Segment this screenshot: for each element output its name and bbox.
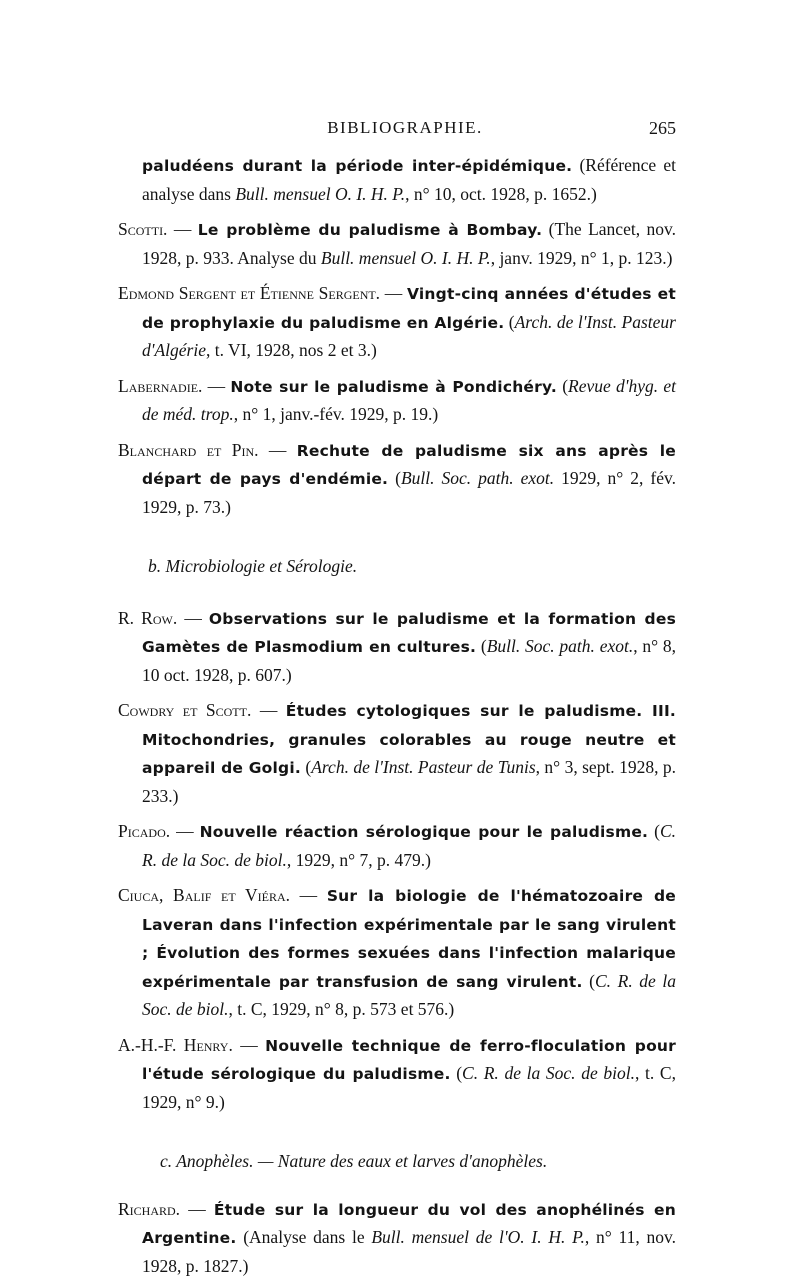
page-header xyxy=(140,118,676,142)
bibliography-entry: Ciuca, Balif et Viéra. — Sur la biologie de l'hématozoaire de Laveran dans l'infection expérimentale par le sang virulent ; Évolution des formes sexuées dans l'infection malarique expérimentale par transfusion de sang virulent. (C. R. de la Soc. de biol., t. C, 1929, n° 8, p. 573 et 576.) xyxy=(118,885,677,1019)
entry-journal: Arch. de l'Inst. Pasteur d'Algérie xyxy=(142,311,676,360)
entry-title: Sur la biologie de l'hématozoaire de Laveran dans l'infection expérimentale par le sang virulent ; Évolution des formes sexuées dans l'infection malarique expérimentale par transfusion de sang virulent. xyxy=(142,887,676,991)
bibliography-entry: R. Row. — Observations sur le paludisme et la formation des Gamètes de Plasmodium en cultures. (Bull. Soc. path. exot., n° 8, 10 oct. 1928, p. 607.) xyxy=(118,607,677,685)
entry-title: Nouvelle technique de ferro-floculation pour l'étude sérologique du paludisme. xyxy=(142,1036,676,1083)
bibliography-entry: Blanchard et Pin. — Rechute de paludisme six ans après le départ de pays d'endémie. (Bull. Soc. path. exot. 1929, n° 2, fév. 1929, p. 73.) xyxy=(118,439,677,517)
entry-authors: A.-H.-F. Henry. xyxy=(118,1034,233,1055)
entry-journal: C. R. de la Soc. de biol. xyxy=(142,821,677,870)
entry-journal: Bull. mensuel O. I. H. P. xyxy=(320,247,491,268)
entry-title: Note sur le paludisme à Pondichéry. xyxy=(230,377,557,396)
section-heading-c: c. Anophèles. — Nature des eaux et larves d'anophèles. xyxy=(160,1151,548,1171)
running-title: BIBLIOGRAPHIE. xyxy=(327,118,483,137)
bibliography-entry: Edmond Sergent et Étienne Sergent. — Vingt-cinq années d'études et de prophylaxie du paludisme en Algérie. (Arch. de l'Inst. Pasteur d'Algérie, t. VI, 1928, nos 2 et 3.) xyxy=(118,283,676,360)
entry-title: Rechute de paludisme six ans après le départ de pays d'endémie. xyxy=(142,441,677,488)
bibliography-entry: Richard. — Étude sur la longueur du vol des anophélinés en Argentine. (Analyse dans le Bull. mensuel de l'O. I. H. P., n° 11, nov. 1928, p. 1827.) xyxy=(118,1198,677,1276)
entry-journal: C. R. de la Soc. de biol. xyxy=(142,970,677,1019)
entry-reference: ( xyxy=(589,970,595,991)
page-number: 265 xyxy=(649,118,676,138)
entry-reference: (Analyse dans le xyxy=(243,1227,372,1247)
entry-citation: , t. C, 1929, n° 9.) xyxy=(142,1063,676,1112)
entry-authors: Blanchard et Pin. xyxy=(118,439,259,460)
entry-list-c xyxy=(118,1196,676,1281)
entry-reference: ( xyxy=(395,468,401,488)
entry-authors: Cowdry et Scott. xyxy=(118,700,252,720)
entry-title: Le problème du paludisme à Bombay. xyxy=(197,221,543,239)
entry-reference: ( xyxy=(508,311,515,332)
bibliography-entry: Picado. — Nouvelle réaction sérologique pour le paludisme. (C. R. de la Soc. de biol., 1929, n° 7, p. 479.) xyxy=(118,821,677,870)
entry-journal: Arch. de l'Inst. Pasteur de Tunis xyxy=(311,757,536,777)
bibliography-entry xyxy=(118,152,676,208)
entry-reference: (Référence et analyse dans xyxy=(142,155,676,204)
entry-reference: ( xyxy=(654,821,660,841)
entry-journal: Revue d'hyg. et de méd. trop. xyxy=(142,375,676,424)
entry-citation: , 1929, n° 7, p. 479.) xyxy=(286,849,431,870)
entry-title: Observations sur le paludisme et la formation des Gamètes de Plasmodium en cultures. xyxy=(142,609,676,656)
entry-reference: ( xyxy=(562,375,569,396)
entry-journal: C. R. de la Soc. de biol. xyxy=(462,1063,635,1083)
entry-citation: , n° 8, 10 oct. 1928, p. 607.) xyxy=(142,636,677,685)
entry-list-a xyxy=(118,152,676,521)
entry-authors: Scotti. xyxy=(118,219,168,239)
entry-title: Vingt-cinq années d'études et de prophylaxie du paludisme en Algérie. xyxy=(142,285,676,332)
bibliography-entry: A.-H.-F. Henry. — Nouvelle technique de ferro-floculation pour l'étude sérologique du paludisme. (C. R. de la Soc. de biol., t. C, 1929, n° 9.) xyxy=(118,1034,676,1112)
entry-reference: ( xyxy=(305,757,312,777)
entry-citation: , t. C, 1929, n° 8, p. 573 et 576.) xyxy=(228,999,455,1019)
entry-authors: Ciuca, Balif et Viéra. xyxy=(118,885,291,905)
entry-citation: , n° 1, janv.-fév. 1929, p. 19.) xyxy=(233,404,439,424)
section-heading-b: b. Microbiologie et Sérologie. xyxy=(148,556,358,576)
bibliography-entry: Labernadie. — Note sur le paludisme à Pondichéry. (Revue d'hyg. et de méd. trop., n° 1, janv.-fév. 1929, p. 19.) xyxy=(118,375,676,424)
entry-journal: Bull. Soc. path. exot. xyxy=(486,636,634,656)
entry-authors: Picado. xyxy=(118,821,171,841)
entry-citation: 1929, n° 2, fév. 1929, p. 73.) xyxy=(142,468,676,517)
entry-journal: Bull. Soc. path. exot. xyxy=(400,468,555,488)
entry-reference: ( xyxy=(480,636,487,656)
bibliography-entry: Cowdry et Scott. — Études cytologiques sur le paludisme. III. Mitochondries, granules colorables au rouge neutre et appareil de Golgi. (Arch. de l'Inst. Pasteur de Tunis, n° 3, sept. 1928, p. 233.) xyxy=(118,700,677,806)
entry-citation: , n° 3, sept. 1928, p. 233.) xyxy=(142,757,677,806)
entry-title: paludéens durant la période inter-épidémique. xyxy=(142,157,573,175)
entry-citation: , janv. 1929, n° 1, p. 123.) xyxy=(490,247,673,268)
entry-authors: Labernadie. xyxy=(118,375,203,396)
entry-authors: R. Row. xyxy=(118,607,178,628)
bibliography-body xyxy=(118,152,676,1288)
entry-reference: (The Lancet, nov. 1928, p. 933. Analyse du xyxy=(142,219,676,268)
entry-reference: ( xyxy=(456,1063,463,1083)
entry-citation: , n° 11, nov. 1928, p. 1827.) xyxy=(142,1227,677,1276)
entry-journal: Bull. mensuel O. I. H. P. xyxy=(235,183,406,204)
entry-authors: Edmond Sergent et Étienne Sergent. xyxy=(118,283,381,303)
entry-journal: Bull. mensuel de l'O. I. H. P. xyxy=(371,1227,585,1247)
entry-title: Étude sur la longueur du vol des anophélinés en Argentine. xyxy=(142,1200,676,1247)
entry-citation: , t. VI, 1928, nos 2 et 3.) xyxy=(206,340,377,360)
entry-list-b xyxy=(118,605,676,1117)
entry-title: Nouvelle réaction sérologique pour le paludisme. xyxy=(199,823,649,841)
entry-authors: Richard. xyxy=(118,1198,181,1219)
bibliography-entry: Scotti. — Le problème du paludisme à Bombay. (The Lancet, nov. 1928, p. 933. Analyse du Bull. mensuel O. I. H. P., janv. 1929, n° 1, p. 123.) xyxy=(118,219,676,268)
entry-citation: , n° 10, oct. 1928, p. 1652.) xyxy=(405,183,597,204)
entry-title: Études cytologiques sur le paludisme. III. Mitochondries, granules colorables au rouge neutre et appareil de Golgi. xyxy=(142,702,677,777)
